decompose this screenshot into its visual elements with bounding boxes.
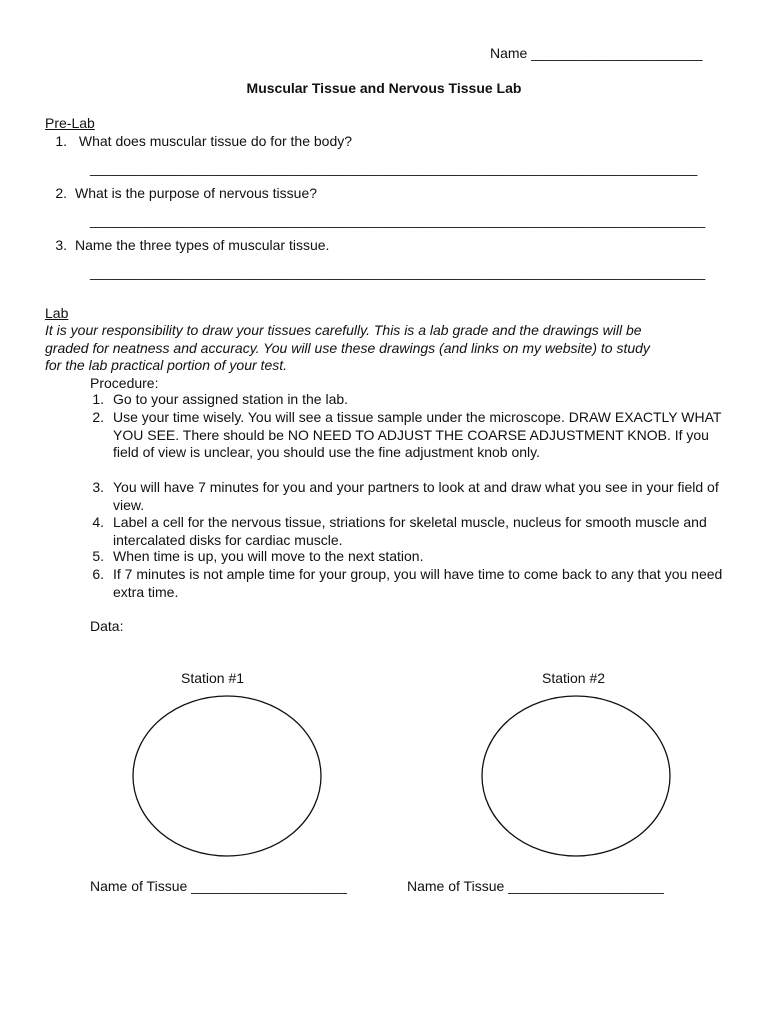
answer-line-3[interactable]: _______________________________________________________________________________: [90, 264, 706, 280]
step-number: 1.: [92, 391, 104, 407]
answer-line-2[interactable]: _______________________________________________________________________________: [90, 212, 706, 228]
step-number: 6.: [92, 566, 104, 582]
prelab-question-2: [45, 185, 317, 201]
procedure-step-5: [88, 548, 728, 566]
procedure-step-4: [88, 514, 728, 549]
student-name-field[interactable]: Name ______________________: [490, 45, 703, 61]
station-2-drawing-circle[interactable]: [479, 693, 673, 859]
step-text: When time is up, you will move to the next station.: [113, 548, 424, 564]
lab-intro-line-3: for the lab practical portion of your test.: [45, 357, 288, 373]
procedure-step-2: [88, 409, 728, 462]
question-number: 1.: [55, 133, 67, 149]
lab-heading: Lab: [45, 305, 69, 321]
page-title: Muscular Tissue and Nervous Tissue Lab: [246, 80, 522, 96]
question-number: 3.: [55, 237, 67, 253]
question-text: What is the purpose of nervous tissue?: [75, 185, 318, 201]
lab-intro-line-1: It is your responsibility to draw your tissues carefully. This is a lab grade and the drawings will be: [45, 322, 642, 338]
procedure-step-1: [88, 391, 728, 409]
step-number: 4.: [92, 514, 104, 530]
procedure-step-6: [88, 566, 728, 601]
step-text: You will have 7 minutes for you and your partners to look at and draw what you see in your field of view.: [113, 479, 719, 513]
station-1-tissue-name-field[interactable]: Name of Tissue ____________________: [90, 878, 347, 894]
question-text: Name the three types of muscular tissue.: [75, 237, 330, 253]
question-number: 2.: [55, 185, 67, 201]
step-text: Label a cell for the nervous tissue, striations for skeletal muscle, nucleus for smooth muscle and intercalated disks for cardiac muscle.: [113, 514, 707, 548]
procedure-step-3: [88, 479, 728, 514]
answer-line-1[interactable]: ______________________________________________________________________________: [90, 160, 698, 176]
question-text: What does muscular tissue do for the body?: [75, 133, 353, 149]
data-label: Data:: [90, 618, 124, 634]
station-2-label: Station #2: [542, 670, 606, 686]
step-text: If 7 minutes is not ample time for your group, you will have time to come back to any that you need extra time.: [113, 566, 723, 600]
station-1-label: Station #1: [181, 670, 245, 686]
step-text: Go to your assigned station in the lab.: [113, 391, 349, 407]
lab-intro-line-2: graded for neatness and accuracy. You will use these drawings (and links on my website) to study: [45, 340, 650, 356]
procedure-label: Procedure:: [90, 375, 159, 391]
station-1-drawing-circle[interactable]: [130, 693, 324, 859]
step-text: Use your time wisely. You will see a tissue sample under the microscope. DRAW EXACTLY WHAT YOU SEE. There should be NO NEED TO ADJUST THE COARSE ADJUSTMENT KNOB. If you field of view is unclear, you should use the fine adjustment knob only.: [113, 409, 722, 460]
prelab-question-1: [45, 133, 352, 149]
step-number: 5.: [92, 548, 104, 564]
step-number: 3.: [92, 479, 104, 495]
station-2-tissue-name-field[interactable]: Name of Tissue ____________________: [407, 878, 664, 894]
prelab-heading: Pre-Lab: [45, 115, 95, 131]
prelab-question-3: [45, 237, 329, 253]
step-number: 2.: [92, 409, 104, 425]
